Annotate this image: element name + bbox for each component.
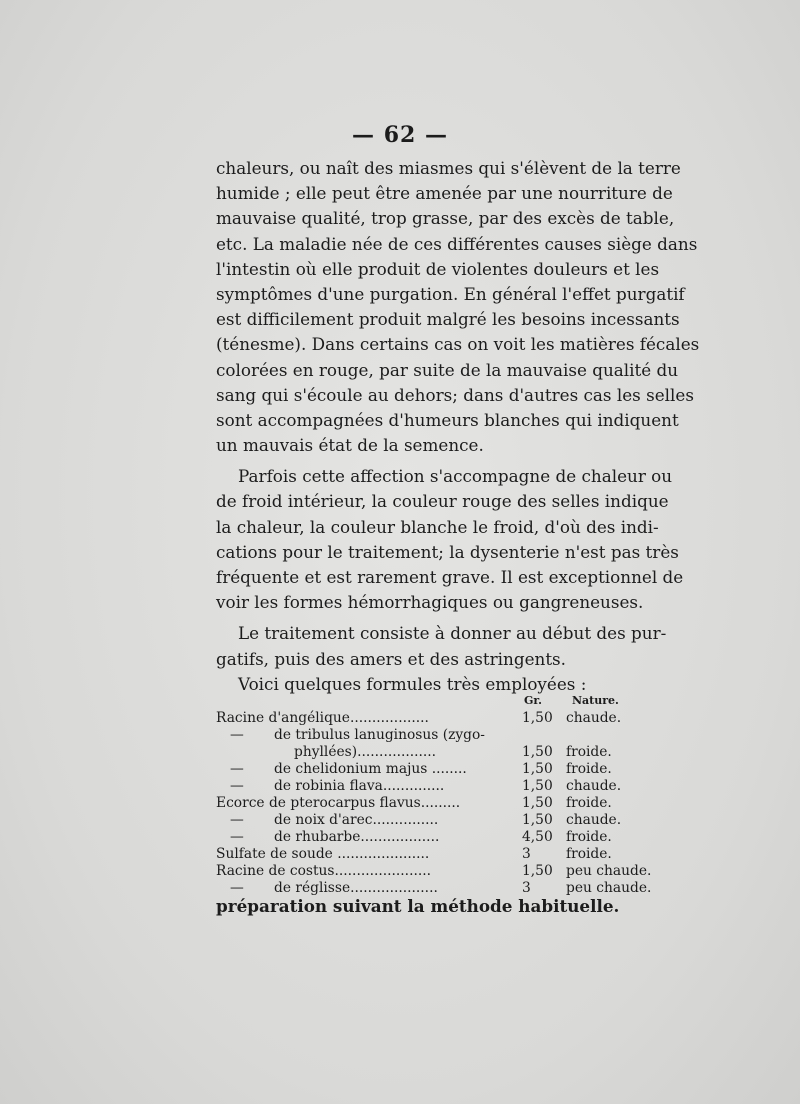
table-row <box>216 863 654 880</box>
text-line: symptômes d'une purgation. En général l'effet purgatif <box>216 283 685 304</box>
text-line: fréquente et est rarement grave. Il est exceptionnel de <box>216 567 684 587</box>
ditto-dash: — <box>230 880 244 896</box>
ingredient-label: de rhubarbe.................. <box>274 829 440 845</box>
text-line: sont accompagnées d'humeurs blanches qui indiquent <box>216 409 679 430</box>
ingredient-grams: 1,50 <box>522 778 553 794</box>
ingredient-label: Racine de costus...................... <box>216 863 431 879</box>
ditto-dash: — <box>230 727 244 743</box>
text-line: colorées en rouge, par suite de la mauvaise qualité du <box>216 359 679 380</box>
ingredient-grams: 1,50 <box>522 761 553 777</box>
formula-table <box>216 694 654 897</box>
ingredient-nature: froide. <box>566 795 612 811</box>
ingredient-grams: 1,50 <box>522 710 553 726</box>
ingredient-nature: froide. <box>566 829 612 845</box>
text-line: est difficilement produit malgré les besoins incessants <box>216 309 680 330</box>
text-line: l'intestin où elle produit de violentes douleurs et les <box>216 258 660 279</box>
ingredient-nature: chaude. <box>566 812 622 828</box>
table-row <box>216 727 654 744</box>
ingredient-grams: 1,50 <box>522 795 553 811</box>
text-line: Voici quelques formules très employées : <box>238 673 587 694</box>
text-line: voir les formes hémorrhagiques ou gangreneuses. <box>216 592 644 613</box>
ditto-dash: — <box>230 761 244 777</box>
text-line: de froid intérieur, la couleur rouge des selles indique <box>216 491 669 512</box>
text-line: la chaleur, la couleur blanche le froid, d'où des indi- <box>216 516 659 537</box>
ingredient-nature: chaude. <box>566 710 622 726</box>
text-line: etc. La maladie née de ces différentes causes siège dans <box>216 233 698 254</box>
table-row <box>216 778 654 795</box>
ingredient-label: de tribulus lanuginosus (zygo- <box>274 727 485 743</box>
text-line: cations pour le traitement; la dysenterie n'est pas très <box>216 541 679 562</box>
ingredient-nature: chaude. <box>566 778 622 794</box>
ditto-dash: — <box>230 778 244 794</box>
ditto-dash: — <box>230 812 244 828</box>
text-line: humide ; elle peut être amenée par une nourriture de <box>216 183 673 204</box>
paragraph-1 <box>216 156 700 458</box>
text-line: Parfois cette affection s'accompagne de chaleur ou <box>238 466 673 487</box>
table-row <box>216 744 654 761</box>
ingredient-grams: 1,50 <box>522 863 553 879</box>
ingredient-label: de réglisse.................... <box>274 880 438 896</box>
ingredient-nature: froide. <box>566 846 612 862</box>
conclusion-line: préparation suivant la méthode habituelle. <box>216 896 620 916</box>
header-grams: Gr. <box>524 694 543 707</box>
ingredient-nature: froide. <box>566 761 612 777</box>
text-line: (ténesme). Dans certains cas on voit les matières fécales <box>216 334 700 355</box>
ingredient-grams: 1,50 <box>522 744 553 760</box>
table-row <box>216 710 654 727</box>
table-row <box>216 812 654 829</box>
text-line: gatifs, puis des amers et des astringents. <box>216 648 567 669</box>
ingredient-label: de noix d'arec............... <box>274 812 439 828</box>
ingredient-label: Sulfate de soude ..................... <box>216 846 430 862</box>
ingredient-grams: 3 <box>522 880 531 896</box>
text-line: chaleurs, ou naît des miasmes qui s'élèvent de la terre <box>216 158 681 178</box>
header-nature: Nature. <box>572 694 619 707</box>
page-number: — 62 — <box>352 122 448 148</box>
ingredient-grams: 4,50 <box>522 829 553 845</box>
ingredient-nature: froide. <box>566 744 612 760</box>
text-line: Le traitement consiste à donner au début des pur- <box>238 623 667 644</box>
table-row <box>216 761 654 778</box>
ingredient-label: de robinia flava.............. <box>274 778 445 794</box>
table-row <box>216 795 654 812</box>
text-line: un mauvais état de la semence. <box>216 435 484 456</box>
table-row <box>216 846 654 863</box>
ingredient-grams: 3 <box>522 846 531 862</box>
ingredient-label: Ecorce de pterocarpus flavus......... <box>216 795 461 811</box>
ingredient-nature: peu chaude. <box>566 880 652 896</box>
ingredient-label: phyllées).................. <box>294 744 437 760</box>
text-line: sang qui s'écoule au dehors; dans d'autres cas les selles <box>216 384 694 405</box>
text-line: mauvaise qualité, trop grasse, par des excès de table, <box>216 208 675 229</box>
table-row <box>216 829 654 846</box>
ingredient-nature: peu chaude. <box>566 863 652 879</box>
ingredient-grams: 1,50 <box>522 812 553 828</box>
paragraph-2 <box>216 464 684 615</box>
table-header <box>216 694 654 710</box>
ingredient-label: Racine d'angélique.................. <box>216 710 429 726</box>
paragraph-3 <box>216 621 667 671</box>
body-text <box>216 156 700 697</box>
ditto-dash: — <box>230 829 244 845</box>
ingredient-label: de chelidonium majus ........ <box>274 761 467 777</box>
